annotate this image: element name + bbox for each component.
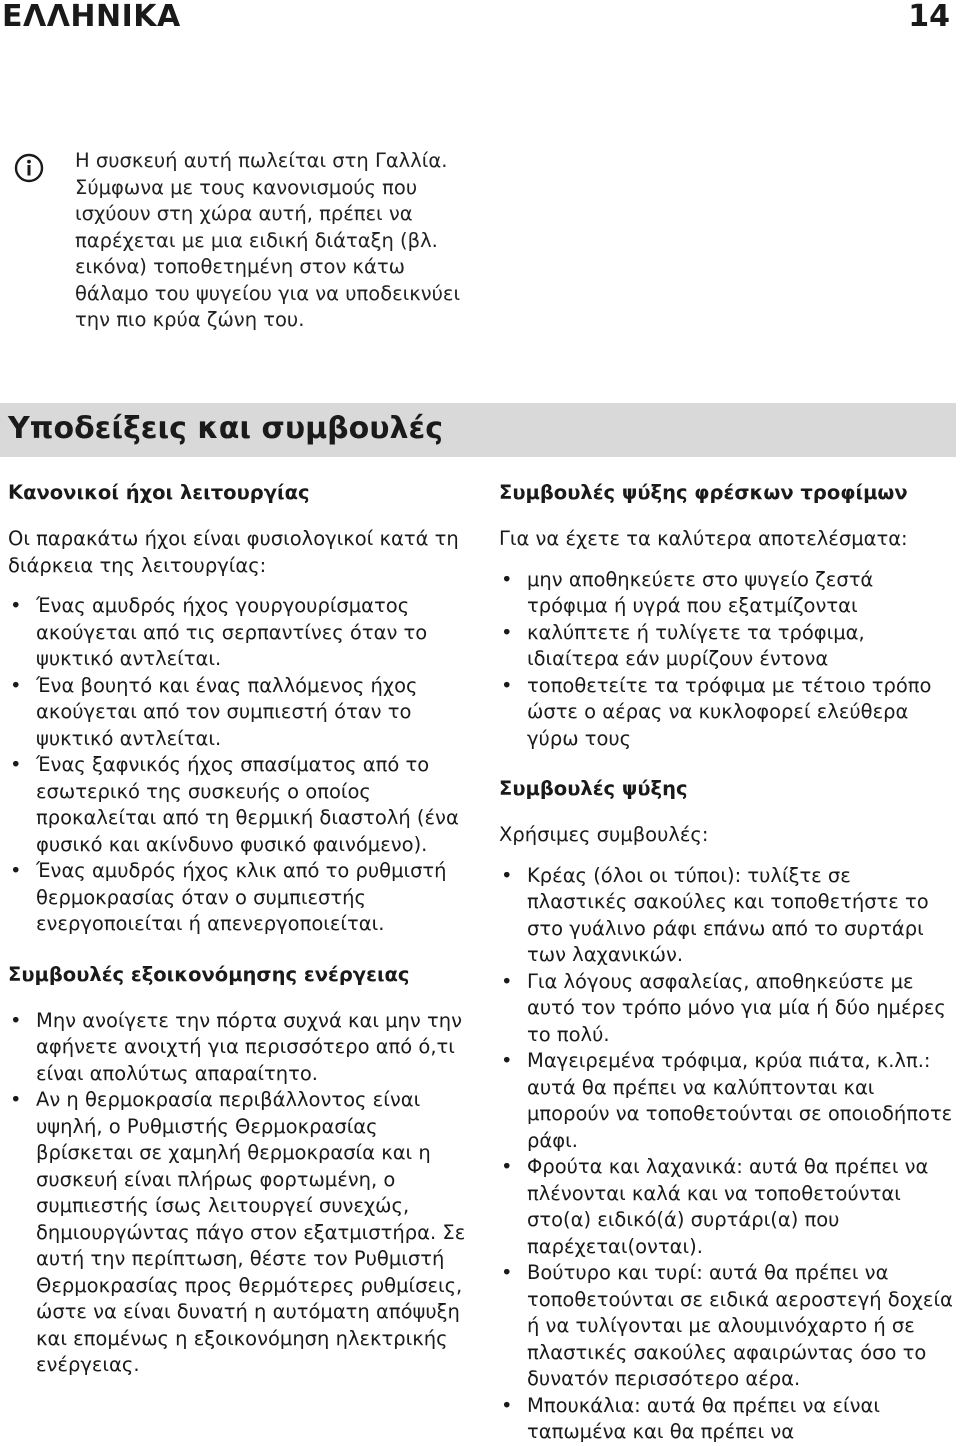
list-item: • Φρούτα και λαχανικά: αυτά θα πρέπει να πλένονται καλά και να τοποθετούνται στο(α) ειδικό(ά) συρτάρι(α) που παρέχεται(ονται). — [499, 1154, 954, 1260]
list-item: • Ένα βουητό και ένας παλλόμενος ήχος ακούγεται από τον συμπιεστή όταν το ψυκτικό αντλείται. — [8, 673, 468, 753]
fresh-food-intro: Για να έχετε τα καλύτερα αποτελέσματα: — [499, 527, 908, 550]
energy-list — [8, 1008, 468, 1379]
list-item: • καλύπτετε ή τυλίγετε τα τρόφιμα, ιδιαίτερα εάν μυρίζουν έντονα — [499, 620, 954, 673]
page-header — [0, 0, 960, 38]
list-item: • Ένας αμυδρός ήχος κλικ από το ρυθμιστή θερμοκρασίας όταν ο συμπιεστής ενεργοποιείται ή απενεργοποιείται. — [8, 858, 468, 938]
info-note: Η συσκευή αυτή πωλείται στη Γαλλία. Σύμφωνα με τους κανονισμούς που ισχύουν στη χώρα αυτή, πρέπει να παρέχεται με μια ειδική διάταξη (βλ. εικόνα) τοποθετημένη στον κάτω θάλαμο του ψυγείου για να υποδεικνύει την πιο κρύα ζώνη του. — [75, 149, 461, 331]
section-title: Υποδείξεις και συμβουλές — [8, 411, 443, 446]
right-column — [499, 480, 954, 1446]
info-icon — [14, 153, 44, 183]
energy-heading: Συμβουλές εξοικονόμησης ενέργειας — [8, 962, 410, 986]
list-item: • Κρέας (όλοι οι τύποι): τυλίξτε σε πλαστικές σακούλες και τοποθετήστε το στο γυάλινο ράφι επάνω από το συρτάρι των λαχανικών. — [499, 863, 954, 969]
list-item: • Μην ανοίγετε την πόρτα συχνά και μην την αφήνετε ανοιχτή για περισσότερο από ό,τι είναι απολύτως απαραίτητο. — [8, 1008, 468, 1088]
cooling-list — [499, 863, 954, 1446]
list-item: • Ένας αμυδρός ήχος γουργουρίσματος ακούγεται από τις σερπαντίνες όταν το ψυκτικό αντλείται. — [8, 593, 468, 673]
list-item: • Βούτυρο και τυρί: αυτά θα πρέπει να τοποθετούνται σε ειδικά αεροστεγή δοχεία ή να τυλίγονται με αλουμινόχαρτο ή σε πλαστικές σακούλες αφαιρώντας όσο το δυνατόν περισσότερο αέρα. — [499, 1260, 954, 1393]
cooling-heading: Συμβουλές ψύξης — [499, 777, 688, 800]
section-banner — [0, 403, 956, 457]
fresh-food-heading: Συμβουλές ψύξης φρέσκων τροφίμων — [499, 481, 908, 504]
list-item: • μην αποθηκεύετε στο ψυγείο ζεστά τρόφιμα ή υγρά που εξατμίζονται — [499, 567, 954, 620]
cooling-intro: Χρήσιμες συμβουλές: — [499, 823, 709, 846]
list-item: • Ένας ξαφνικός ήχος σπασίματος από το εσωτερικό της συσκευής ο οποίος προκαλείται από τη θερμική διαστολή (ένα φυσικό και ακίνδυνο φυσικό φαινόμενο). — [8, 752, 468, 858]
normal-sounds-list — [8, 593, 468, 938]
language-label: ΕΛΛΗΝΙΚΑ — [2, 0, 181, 34]
left-column — [8, 480, 468, 1379]
list-item: • Μπουκάλια: αυτά θα πρέπει να είναι ταπωμένα και θα πρέπει να — [499, 1393, 954, 1446]
page-number: 14 — [908, 0, 950, 34]
list-item: • τοποθετείτε τα τρόφιμα με τέτοιο τρόπο ώστε ο αέρας να κυκλοφορεί ελεύθερα γύρω τους — [499, 673, 954, 753]
fresh-food-list — [499, 567, 954, 753]
list-item: • Για λόγους ασφαλείας, αποθηκεύστε με αυτό τον τρόπο μόνο για μία ή δύο ημέρες το πολύ. — [499, 969, 954, 1049]
normal-sounds-intro: Οι παρακάτω ήχοι είναι φυσιολογικοί κατά τη διάρκεια της λειτουργίας: — [8, 527, 459, 577]
list-item: • Αν η θερμοκρασία περιβάλλοντος είναι υψηλή, ο Ρυθμιστής Θερμοκρασίας βρίσκεται σε χαμηλή θερμοκρασία και η συσκευή είναι πλήρως φορτωμένη, ο συμπιεστής ίσως λειτουργεί συνεχώς, δημιουργώντας πάγο στον εξατμιστήρα. Σε αυτή την περίπτωση, θέστε τον Ρυθμιστή Θερμοκρασίας προς θερμότερες ρυθμίσεις, ώστε να είναι δυνατή η αυτόματη απόψυξη και επομένως η εξοικονόμηση ηλεκτρικής ενέργειας. — [8, 1087, 468, 1379]
list-item: • Μαγειρεμένα τρόφιμα, κρύα πιάτα, κ.λπ.: αυτά θα πρέπει να καλύπτονται και μπορούν να τοποθετούνται σε οποιοδήποτε ράφι. — [499, 1048, 954, 1154]
normal-sounds-heading: Κανονικοί ήχοι λειτουργίας — [8, 481, 310, 504]
